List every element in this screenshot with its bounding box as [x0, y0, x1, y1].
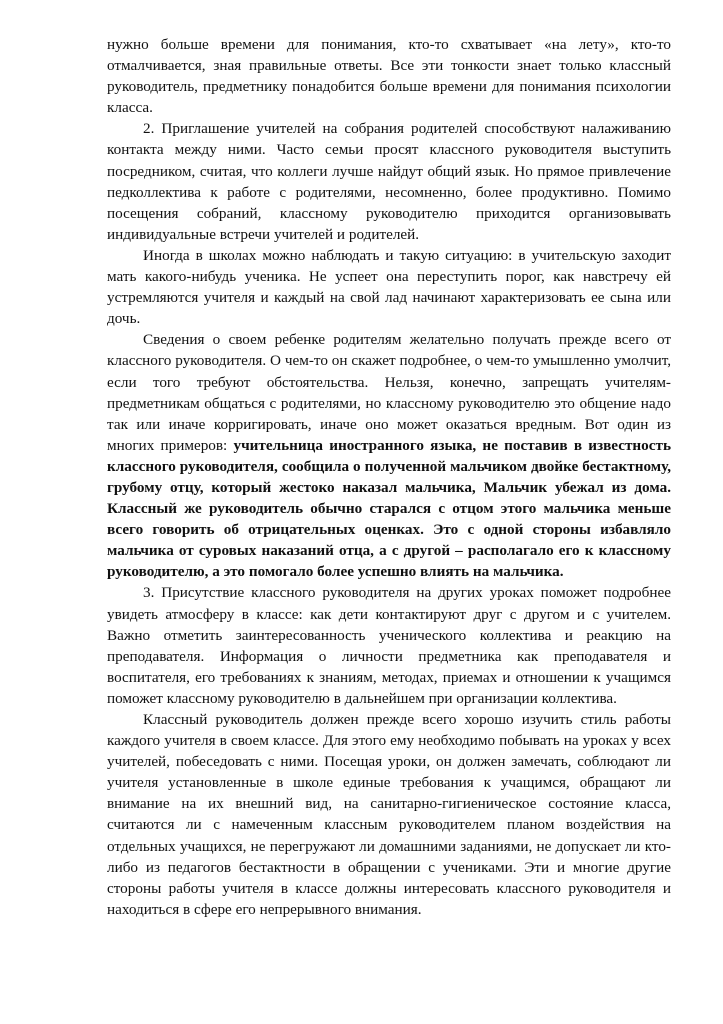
paragraph-text: 2. Приглашение учителей на собрания родителей способствуют налаживанию контакта между ними. Часто семьи просят классного руководителя выступить посредником, считая, что коллеги лучше найдут общий язык. Но прямое привлечение педколлектива к работе с родителями, несомненно, более продуктивно. Помимо посещения собраний, классному руководителю приходится организовывать индивидуальные встречи учителей и родителей. — [107, 120, 671, 243]
document-body — [107, 34, 671, 920]
paragraph-text: Иногда в школах можно наблюдать и такую ситуацию: в учительскую заходит мать какого-нибудь ученика. Не успеет она переступить порог, как навстречу ей устремляются учителя и каждый на свой лад начинают характеризовать ее сына или дочь. — [107, 246, 671, 328]
paragraph-teacher-style — [107, 709, 671, 920]
paragraph-text: нужно больше времени для понимания, кто-то схватывает «на лету», кто-то отмалчивается, зная правильные ответы. Все эти тонкости знает только классный руководитель, предметнику понадобится больше времени для понимания психологии класса. — [107, 36, 671, 117]
paragraph-teacher-invitation — [107, 118, 671, 245]
paragraph-lesson-attendance — [107, 582, 671, 709]
paragraph-text: Классный руководитель должен прежде всего хорошо изучить стиль работы каждого учителя в своем классе. Для этого ему необходимо побывать на уроках у всех учителей, побеседовать с ними. Посещая уроки, он должен замечать, соблюдают ли учителя установленные в школе единые требования к учащимся, обращают ли внимание на их внешний вид, на санитарно-гигиеническое состояние класса, считаются ли с намеченным классным руководителем планом воздействия на отдельных учащихся, не перегружают ли домашними заданиями, не допускает ли кто-либо из педагогов бестактности в обращении с учениками. Эти и многие другие стороны работы учителя в классе должны интересовать классного руководителя и находиться в сфере его непрерывного внимания. — [107, 711, 671, 918]
paragraph-text: Сведения о своем ребенке родителям желательно получать прежде всего от классного руководителя. О чем-то он скажет подробнее, о чем-то умышленно умолчит, если того требуют обстоятельства. Нельзя, конечно, запрещать учителям-предметникам общаться с родителями, но классному руководителю это общение надо так или иначе корригировать, иначе оно может оказаться вредным. Вот один из многих примеров: — [107, 331, 671, 454]
paragraph-continuation — [107, 34, 671, 118]
paragraph-information-about-child — [107, 329, 671, 582]
paragraph-staffroom-situation — [107, 245, 671, 329]
paragraph-text: 3. Присутствие классного руководителя на других уроках поможет подробнее увидеть атмосферу в классе: как дети контактируют друг с другом и с учителем. Важно отметить заинтересованность ученического коллектива и реакцию на преподавателя. Информация о личности предметника как преподавателя и воспитателя, его требованиях к знаниям, методах, приемах и отношении к учащимся поможет классному руководителю в дальнейшем при организации коллектива. — [107, 584, 671, 707]
paragraph-bold-example: учительница иностранного языка, не поставив в известность классного руководителя, сообщила о полученной мальчиком двойке бестактному, грубому отцу, который жестоко наказал мальчика, Мальчик убежал из дома. Классный же руководитель обычно старался с отцом этого мальчика меньше всего говорить об отрицательных оценках. Это с одной стороны избавляло мальчика от суровых наказаний отца, а с другой – располагало его к классному руководителю, а это помогало более успешно влиять на мальчика. — [107, 436, 671, 581]
